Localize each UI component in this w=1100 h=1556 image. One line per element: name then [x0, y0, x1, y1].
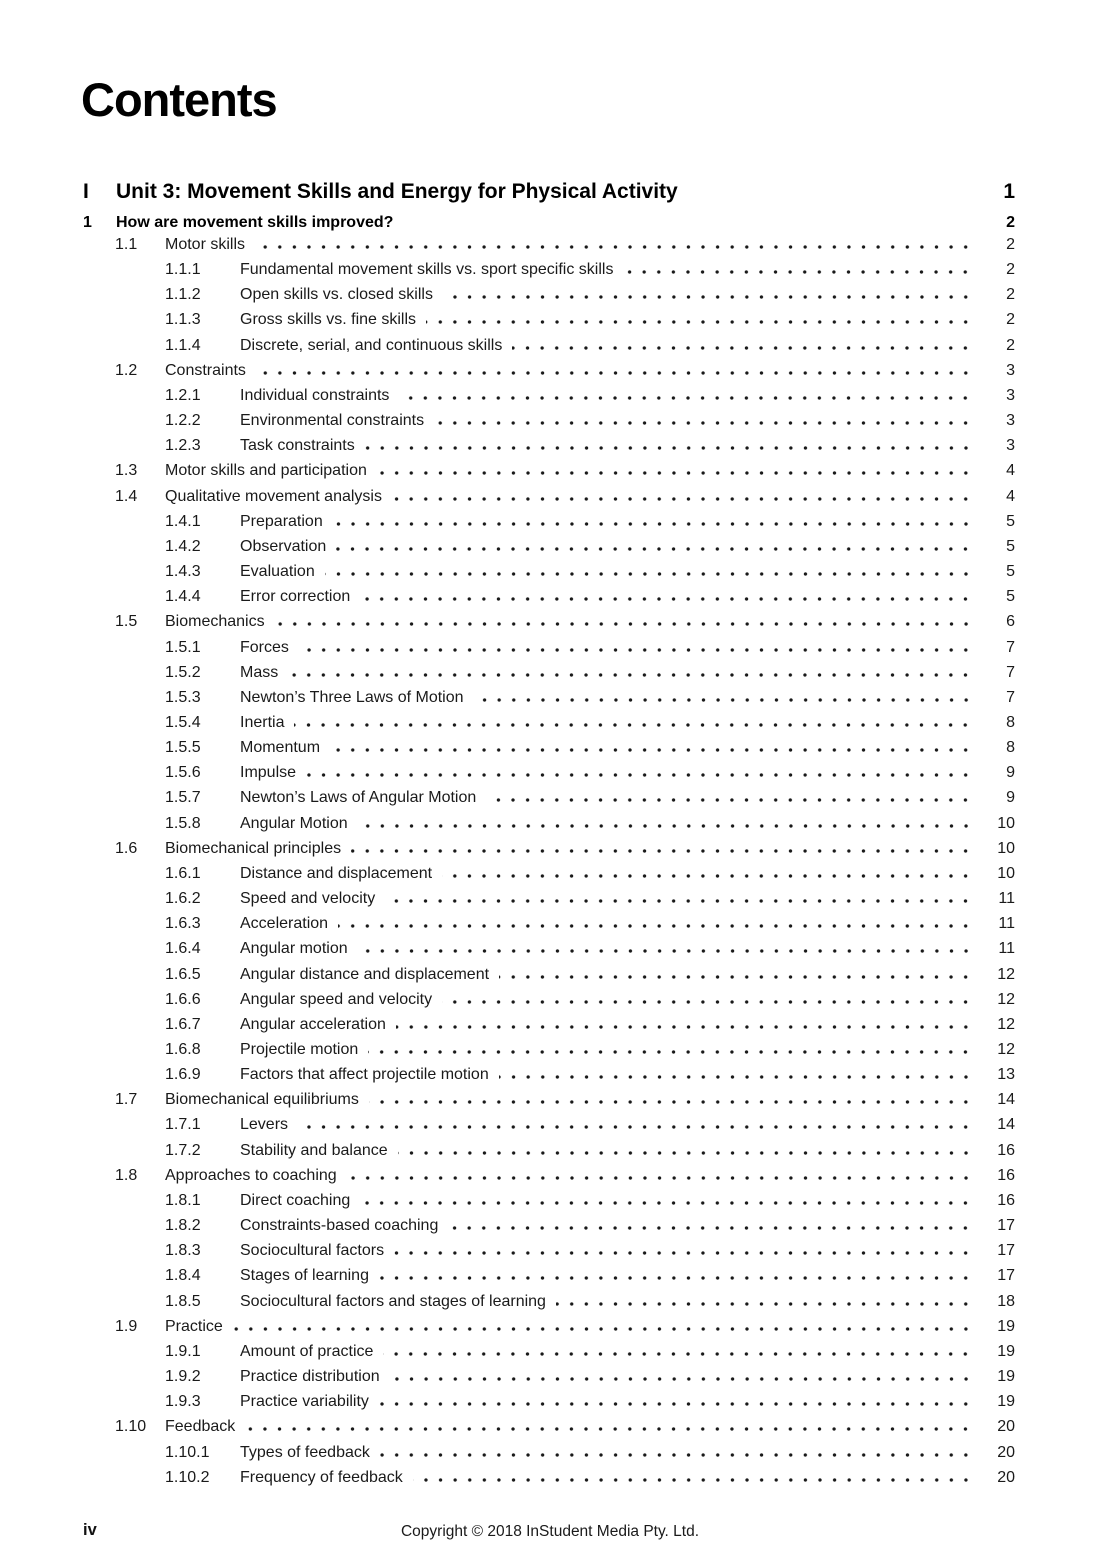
dot-leader	[394, 1238, 974, 1255]
toc-entry-title: Motor skills	[165, 236, 246, 253]
toc-entry-title: Biomechanical equilibriums	[165, 1091, 359, 1109]
toc-entry-number: 1.1.3	[165, 311, 201, 329]
dot-leader	[390, 1364, 974, 1381]
dot-leader	[556, 1289, 974, 1306]
toc-entry-number: 1.5.2	[165, 663, 201, 681]
toc-entry-number: 1.5.8	[165, 814, 201, 832]
dot-leader	[474, 685, 974, 702]
toc-entry-number: 1.2.2	[165, 412, 201, 430]
toc-entry-number: 1.9	[115, 1317, 138, 1335]
toc-chapter-page: 2	[1006, 214, 1015, 231]
toc-entry-title: Motor skills and participation	[165, 462, 367, 480]
toc-entry-number: 1.5	[115, 613, 138, 631]
dot-leader	[442, 987, 974, 1004]
dot-leader	[330, 735, 974, 752]
toc-entry-page: 5	[1006, 512, 1015, 530]
toc-entry-title: Error correction	[240, 588, 351, 606]
toc-entry-page: 14	[997, 1116, 1015, 1134]
dot-leader	[512, 333, 974, 350]
toc-part-number: I	[83, 180, 89, 203]
toc-entry-number: 1.4.1	[165, 512, 201, 530]
toc-entry-number: 1.5.6	[165, 764, 201, 782]
toc-entry-page: 12	[997, 1041, 1015, 1058]
toc-entry-title: Preparation	[240, 512, 323, 530]
toc-entry-title: Angular Motion	[240, 814, 348, 832]
toc-entry-title: Angular acceleration	[240, 1015, 386, 1033]
toc-entry-page: 10	[997, 839, 1015, 857]
toc-entry-page: 11	[998, 940, 1015, 958]
dot-leader	[360, 1188, 974, 1205]
toc-entry[interactable]	[83, 1289, 1015, 1314]
dot-leader	[399, 383, 974, 400]
toc-entry-title: Feedback	[165, 1418, 236, 1436]
toc-entry[interactable]	[83, 760, 1015, 785]
toc-entry-title: Qualitative movement analysis	[165, 487, 382, 505]
dot-leader	[298, 1112, 974, 1129]
toc-entry-number: 1.6.7	[165, 1015, 201, 1033]
toc-entry-number: 1.4.2	[165, 537, 201, 555]
dot-leader	[347, 1163, 974, 1180]
toc-entry-title: Constraints	[165, 361, 246, 379]
toc-entry[interactable]	[83, 811, 1015, 836]
toc-entry-number: 1.8.1	[165, 1191, 201, 1209]
toc-entry-page: 19	[997, 1393, 1015, 1411]
toc-entry[interactable]	[83, 433, 1015, 458]
toc-entry[interactable]	[83, 962, 1015, 987]
toc-entry[interactable]	[83, 1112, 1015, 1137]
toc-entry-number: 1.6	[115, 839, 138, 857]
dot-leader	[255, 232, 974, 249]
toc-entry[interactable]	[83, 886, 1015, 911]
toc-entry-page: 3	[1006, 437, 1015, 455]
toc-entry-number: 1.8.3	[165, 1242, 201, 1260]
toc-entry-number: 1.1.4	[165, 336, 201, 354]
dot-leader	[365, 433, 974, 450]
dot-leader	[379, 1389, 974, 1406]
dot-leader	[358, 936, 974, 953]
dot-leader	[385, 886, 974, 903]
toc-entry-number: 1.8	[115, 1166, 138, 1184]
toc-entry-number: 1.9.2	[165, 1368, 201, 1386]
toc-entry-page: 10	[997, 864, 1015, 882]
toc-entry-page: 10	[997, 814, 1015, 832]
toc-entry[interactable]	[83, 484, 1015, 509]
toc-chapter-number: 1	[83, 214, 92, 231]
toc-entry-title: Approaches to coaching	[165, 1166, 337, 1184]
toc-entry-page: 19	[997, 1317, 1015, 1335]
dot-leader	[333, 509, 974, 526]
toc-entry-number: 1.7.2	[165, 1141, 201, 1159]
toc-entry-number: 1.5.3	[165, 688, 201, 706]
dot-leader	[499, 1062, 974, 1079]
copyright-text: Copyright © 2018 InStudent Media Pty. Ltd.	[400, 1523, 700, 1540]
toc-entry-page: 3	[1006, 361, 1015, 379]
toc-entry-number: 1.5.5	[165, 739, 201, 757]
toc-entry[interactable]	[83, 660, 1015, 685]
dot-leader	[379, 1263, 974, 1280]
toc-entry[interactable]	[83, 383, 1015, 408]
dot-leader	[368, 1037, 974, 1054]
page-number-label: iv	[83, 1521, 97, 1539]
toc-part-page: 1	[1003, 180, 1015, 203]
toc-entry-title: Impulse	[240, 764, 297, 782]
toc-entry[interactable]	[83, 1339, 1015, 1364]
toc-entry[interactable]	[83, 785, 1015, 810]
toc-entry-number: 1.8.4	[165, 1267, 201, 1285]
dot-leader	[294, 710, 974, 727]
toc-entry-number: 1.6.9	[165, 1066, 201, 1084]
dot-leader	[434, 408, 974, 425]
toc-entry-page: 2	[1006, 261, 1015, 279]
dot-leader	[306, 760, 974, 777]
toc-entry[interactable]	[83, 987, 1015, 1012]
toc-entry-page: 19	[997, 1342, 1015, 1360]
toc-entry[interactable]	[83, 635, 1015, 660]
toc-entry-title: Projectile motion	[240, 1041, 359, 1058]
toc-entry-title: Open skills vs. closed skills	[240, 286, 433, 304]
toc-entry[interactable]	[83, 1465, 1015, 1490]
dot-leader	[396, 1012, 974, 1029]
toc-entry-page: 17	[997, 1267, 1015, 1285]
toc-entry[interactable]	[83, 232, 1015, 257]
toc-entry-number: 1.3	[115, 462, 138, 480]
toc-entry-page: 14	[997, 1091, 1015, 1109]
toc-entry-number: 1.8.5	[165, 1292, 201, 1310]
dot-leader	[486, 785, 974, 802]
toc-entry-title: Levers	[240, 1116, 289, 1134]
toc-entry-page: 17	[997, 1217, 1015, 1235]
toc-entry-title: Forces	[240, 638, 289, 656]
toc-entry-title: Angular distance and displacement	[240, 965, 490, 983]
toc-entry[interactable]	[83, 1062, 1015, 1087]
toc-entry-title: Fundamental movement skills vs. sport specific skills	[240, 261, 614, 279]
toc-entry-title: Frequency of feedback	[240, 1468, 403, 1486]
dot-leader	[442, 861, 974, 878]
toc-entry[interactable]	[83, 936, 1015, 961]
toc-entry[interactable]	[83, 408, 1015, 433]
toc-entry-number: 1.5.4	[165, 713, 201, 731]
toc-entry-title: Types of feedback	[240, 1443, 370, 1461]
dot-leader	[398, 1138, 974, 1155]
toc-entry-page: 16	[997, 1191, 1015, 1209]
toc-entry-number: 1.10	[115, 1418, 147, 1436]
toc-entry[interactable]	[83, 836, 1015, 861]
toc-entry-number: 1.1.1	[165, 261, 201, 279]
toc-entry-page: 20	[997, 1418, 1015, 1436]
toc-entry-page: 4	[1006, 487, 1015, 505]
toc-entry[interactable]	[83, 911, 1015, 936]
toc-entry[interactable]	[83, 710, 1015, 735]
toc-entry-number: 1.1	[115, 236, 138, 253]
toc-entry-number: 1.6.5	[165, 965, 201, 983]
toc-entry-title: Direct coaching	[240, 1191, 351, 1209]
dot-leader	[413, 1465, 974, 1482]
toc-entry[interactable]	[83, 1414, 1015, 1439]
toc-entry-title: Factors that affect projectile motion	[240, 1066, 489, 1084]
toc-entry-title: Sociocultural factors and stages of learning	[240, 1292, 546, 1310]
toc-entry[interactable]	[83, 1012, 1015, 1037]
toc-entry-title: Amount of practice	[240, 1342, 374, 1360]
toc-entry-page: 8	[1006, 739, 1015, 757]
toc-entry-page: 7	[1006, 688, 1015, 706]
dot-leader	[623, 257, 974, 274]
toc-entry[interactable]	[83, 1087, 1015, 1112]
toc-entry-title: Environmental constraints	[240, 412, 425, 430]
toc-entry-title: Constraints-based coaching	[240, 1217, 439, 1235]
toc-entries	[83, 232, 1015, 1490]
toc-chapter-entry[interactable]	[83, 210, 1015, 233]
toc-entry[interactable]	[83, 1314, 1015, 1339]
toc-entry-title: Stability and balance	[240, 1141, 388, 1159]
toc-entry[interactable]	[83, 1138, 1015, 1163]
toc-entry-page: 18	[997, 1292, 1015, 1310]
toc-entry-number: 1.4.3	[165, 563, 201, 581]
dot-leader	[233, 1314, 974, 1331]
toc-entry-page: 11	[998, 890, 1015, 908]
toc-entry-number: 1.2	[115, 361, 138, 379]
toc-entry[interactable]	[83, 534, 1015, 559]
toc-entry-page: 8	[1006, 713, 1015, 731]
toc-entry-title: Evaluation	[240, 563, 315, 581]
toc-entry-title: Momentum	[240, 739, 321, 757]
toc-entry[interactable]	[83, 257, 1015, 282]
toc-entry-page: 12	[997, 965, 1015, 983]
dot-leader	[299, 635, 974, 652]
toc-entry-page: 20	[997, 1443, 1015, 1461]
toc-entry-page: 2	[1006, 236, 1015, 253]
toc-entry-page: 5	[1006, 537, 1015, 555]
toc-entry[interactable]	[83, 1364, 1015, 1389]
toc-entry-title: Observation	[240, 537, 327, 555]
toc-entry-title: Inertia	[240, 713, 285, 731]
toc-entry[interactable]	[83, 861, 1015, 886]
dot-leader	[275, 609, 974, 626]
toc-entry-number: 1.9.3	[165, 1393, 201, 1411]
spacer	[688, 181, 974, 198]
toc-entry-page: 2	[1006, 286, 1015, 304]
dot-leader	[369, 1087, 974, 1104]
toc-entry-title: Speed and velocity	[240, 890, 376, 908]
toc-entry-number: 1.4.4	[165, 588, 201, 606]
dot-leader	[351, 836, 974, 853]
toc-entry-number: 1.5.1	[165, 638, 201, 656]
dot-leader	[499, 962, 974, 979]
toc-entry-page: 19	[997, 1368, 1015, 1386]
dot-leader	[338, 911, 974, 928]
dot-leader	[377, 458, 974, 475]
toc-entry[interactable]	[83, 685, 1015, 710]
toc-entry-page: 7	[1006, 638, 1015, 656]
toc-chapter-title: How are movement skills improved?	[116, 214, 394, 231]
toc-entry-page: 5	[1006, 588, 1015, 606]
toc-entry-number: 1.7.1	[165, 1116, 201, 1134]
toc-entry[interactable]	[83, 1188, 1015, 1213]
toc-entry[interactable]	[83, 509, 1015, 534]
toc-entry-page: 4	[1006, 462, 1015, 480]
toc-entry-number: 1.10.1	[165, 1443, 210, 1461]
toc-entry[interactable]	[83, 1037, 1015, 1062]
toc-entry-title: Biomechanics	[165, 613, 265, 631]
toc-entry-number: 1.6.8	[165, 1041, 201, 1058]
toc-entry[interactable]	[83, 609, 1015, 634]
toc-entry[interactable]	[83, 1440, 1015, 1465]
dot-leader	[288, 660, 974, 677]
toc-entry-number: 1.1.2	[165, 286, 201, 304]
dot-leader	[392, 484, 974, 501]
dot-leader	[380, 1440, 974, 1457]
toc-entry-title: Practice distribution	[240, 1368, 380, 1386]
toc-entry[interactable]	[83, 1263, 1015, 1288]
dot-leader	[383, 1339, 974, 1356]
toc-entry-title: Task constraints	[240, 437, 355, 455]
dot-leader	[245, 1414, 974, 1431]
toc-entry-title: Angular motion	[240, 940, 348, 958]
toc-entry[interactable]	[83, 584, 1015, 609]
toc-entry-page: 13	[997, 1066, 1015, 1084]
toc-entry-page: 2	[1006, 336, 1015, 354]
dot-leader	[325, 559, 974, 576]
toc-entry[interactable]	[83, 1163, 1015, 1188]
toc-entry[interactable]	[83, 282, 1015, 307]
toc-entry-number: 1.6.6	[165, 990, 201, 1008]
toc-entry-title: Newton’s Laws of Angular Motion	[240, 789, 477, 807]
toc-entry-title: Biomechanical principles	[165, 839, 342, 857]
toc-entry-number: 1.2.1	[165, 386, 201, 404]
page-title: Contents	[81, 73, 277, 126]
toc-entry-page: 12	[997, 1015, 1015, 1033]
toc-entry-number: 1.6.2	[165, 890, 201, 908]
toc-entry[interactable]	[83, 735, 1015, 760]
toc-entry[interactable]	[83, 1389, 1015, 1414]
toc-part-entry[interactable]	[83, 179, 1015, 204]
toc-entry-title: Individual constraints	[240, 386, 390, 404]
toc-entry-title: Angular speed and velocity	[240, 990, 433, 1008]
toc-entry[interactable]	[83, 1238, 1015, 1263]
toc-entry-page: 9	[1006, 789, 1015, 807]
toc-entry-number: 1.6.4	[165, 940, 201, 958]
toc-entry[interactable]	[83, 559, 1015, 584]
toc-entry-page: 6	[1006, 613, 1015, 631]
toc-entry-page: 9	[1006, 764, 1015, 782]
toc-entry-number: 1.7	[115, 1091, 138, 1109]
dot-leader	[336, 534, 974, 551]
toc-entry-number: 1.2.3	[165, 437, 201, 455]
toc-entry-title: Stages of learning	[240, 1267, 369, 1285]
toc-entry-page: 20	[997, 1468, 1015, 1486]
toc-entry-title: Gross skills vs. fine skills	[240, 311, 417, 329]
toc-entry-title: Mass	[240, 663, 279, 681]
toc-entry-title: Sociocultural factors	[240, 1242, 385, 1260]
toc-entry-page: 3	[1006, 412, 1015, 430]
toc-entry-page: 17	[997, 1242, 1015, 1260]
toc-entry[interactable]	[83, 333, 1015, 358]
toc-entry[interactable]	[83, 1213, 1015, 1238]
toc-entry-title: Distance and displacement	[240, 864, 433, 882]
toc-entry-number: 1.5.7	[165, 789, 201, 807]
toc-entry-number: 1.6.3	[165, 915, 201, 933]
toc-entry-title: Practice variability	[240, 1393, 369, 1411]
toc-entry-title: Practice	[165, 1317, 223, 1335]
toc-entry-page: 16	[997, 1166, 1015, 1184]
toc-part-title: Unit 3: Movement Skills and Energy for Physical Activity	[116, 180, 678, 203]
toc-entry-number: 1.9.1	[165, 1342, 201, 1360]
toc-entry[interactable]	[83, 458, 1015, 483]
toc-entry[interactable]	[83, 358, 1015, 383]
spacer	[403, 210, 974, 227]
toc-entry-number: 1.8.2	[165, 1217, 201, 1235]
dot-leader	[358, 811, 974, 828]
dot-leader	[360, 584, 974, 601]
toc-entry-page: 7	[1006, 663, 1015, 681]
toc-entry-number: 1.6.1	[165, 864, 201, 882]
toc-entry-title: Discrete, serial, and continuous skills	[240, 336, 503, 354]
toc-entry-page: 12	[997, 990, 1015, 1008]
toc-entry-title: Newton’s Three Laws of Motion	[240, 688, 464, 706]
toc-entry-page: 5	[1006, 563, 1015, 581]
dot-leader	[426, 307, 974, 324]
dot-leader	[256, 358, 974, 375]
toc-entry-page: 3	[1006, 386, 1015, 404]
toc-entry-number: 1.10.2	[165, 1468, 210, 1486]
dot-leader	[448, 1213, 974, 1230]
dot-leader	[443, 282, 974, 299]
toc-entry-page: 11	[998, 915, 1015, 933]
toc-entry[interactable]	[83, 307, 1015, 332]
toc-entry-page: 16	[997, 1141, 1015, 1159]
toc-entry-number: 1.4	[115, 487, 138, 505]
toc-entry-title: Acceleration	[240, 915, 329, 933]
toc-entry-page: 2	[1006, 311, 1015, 329]
